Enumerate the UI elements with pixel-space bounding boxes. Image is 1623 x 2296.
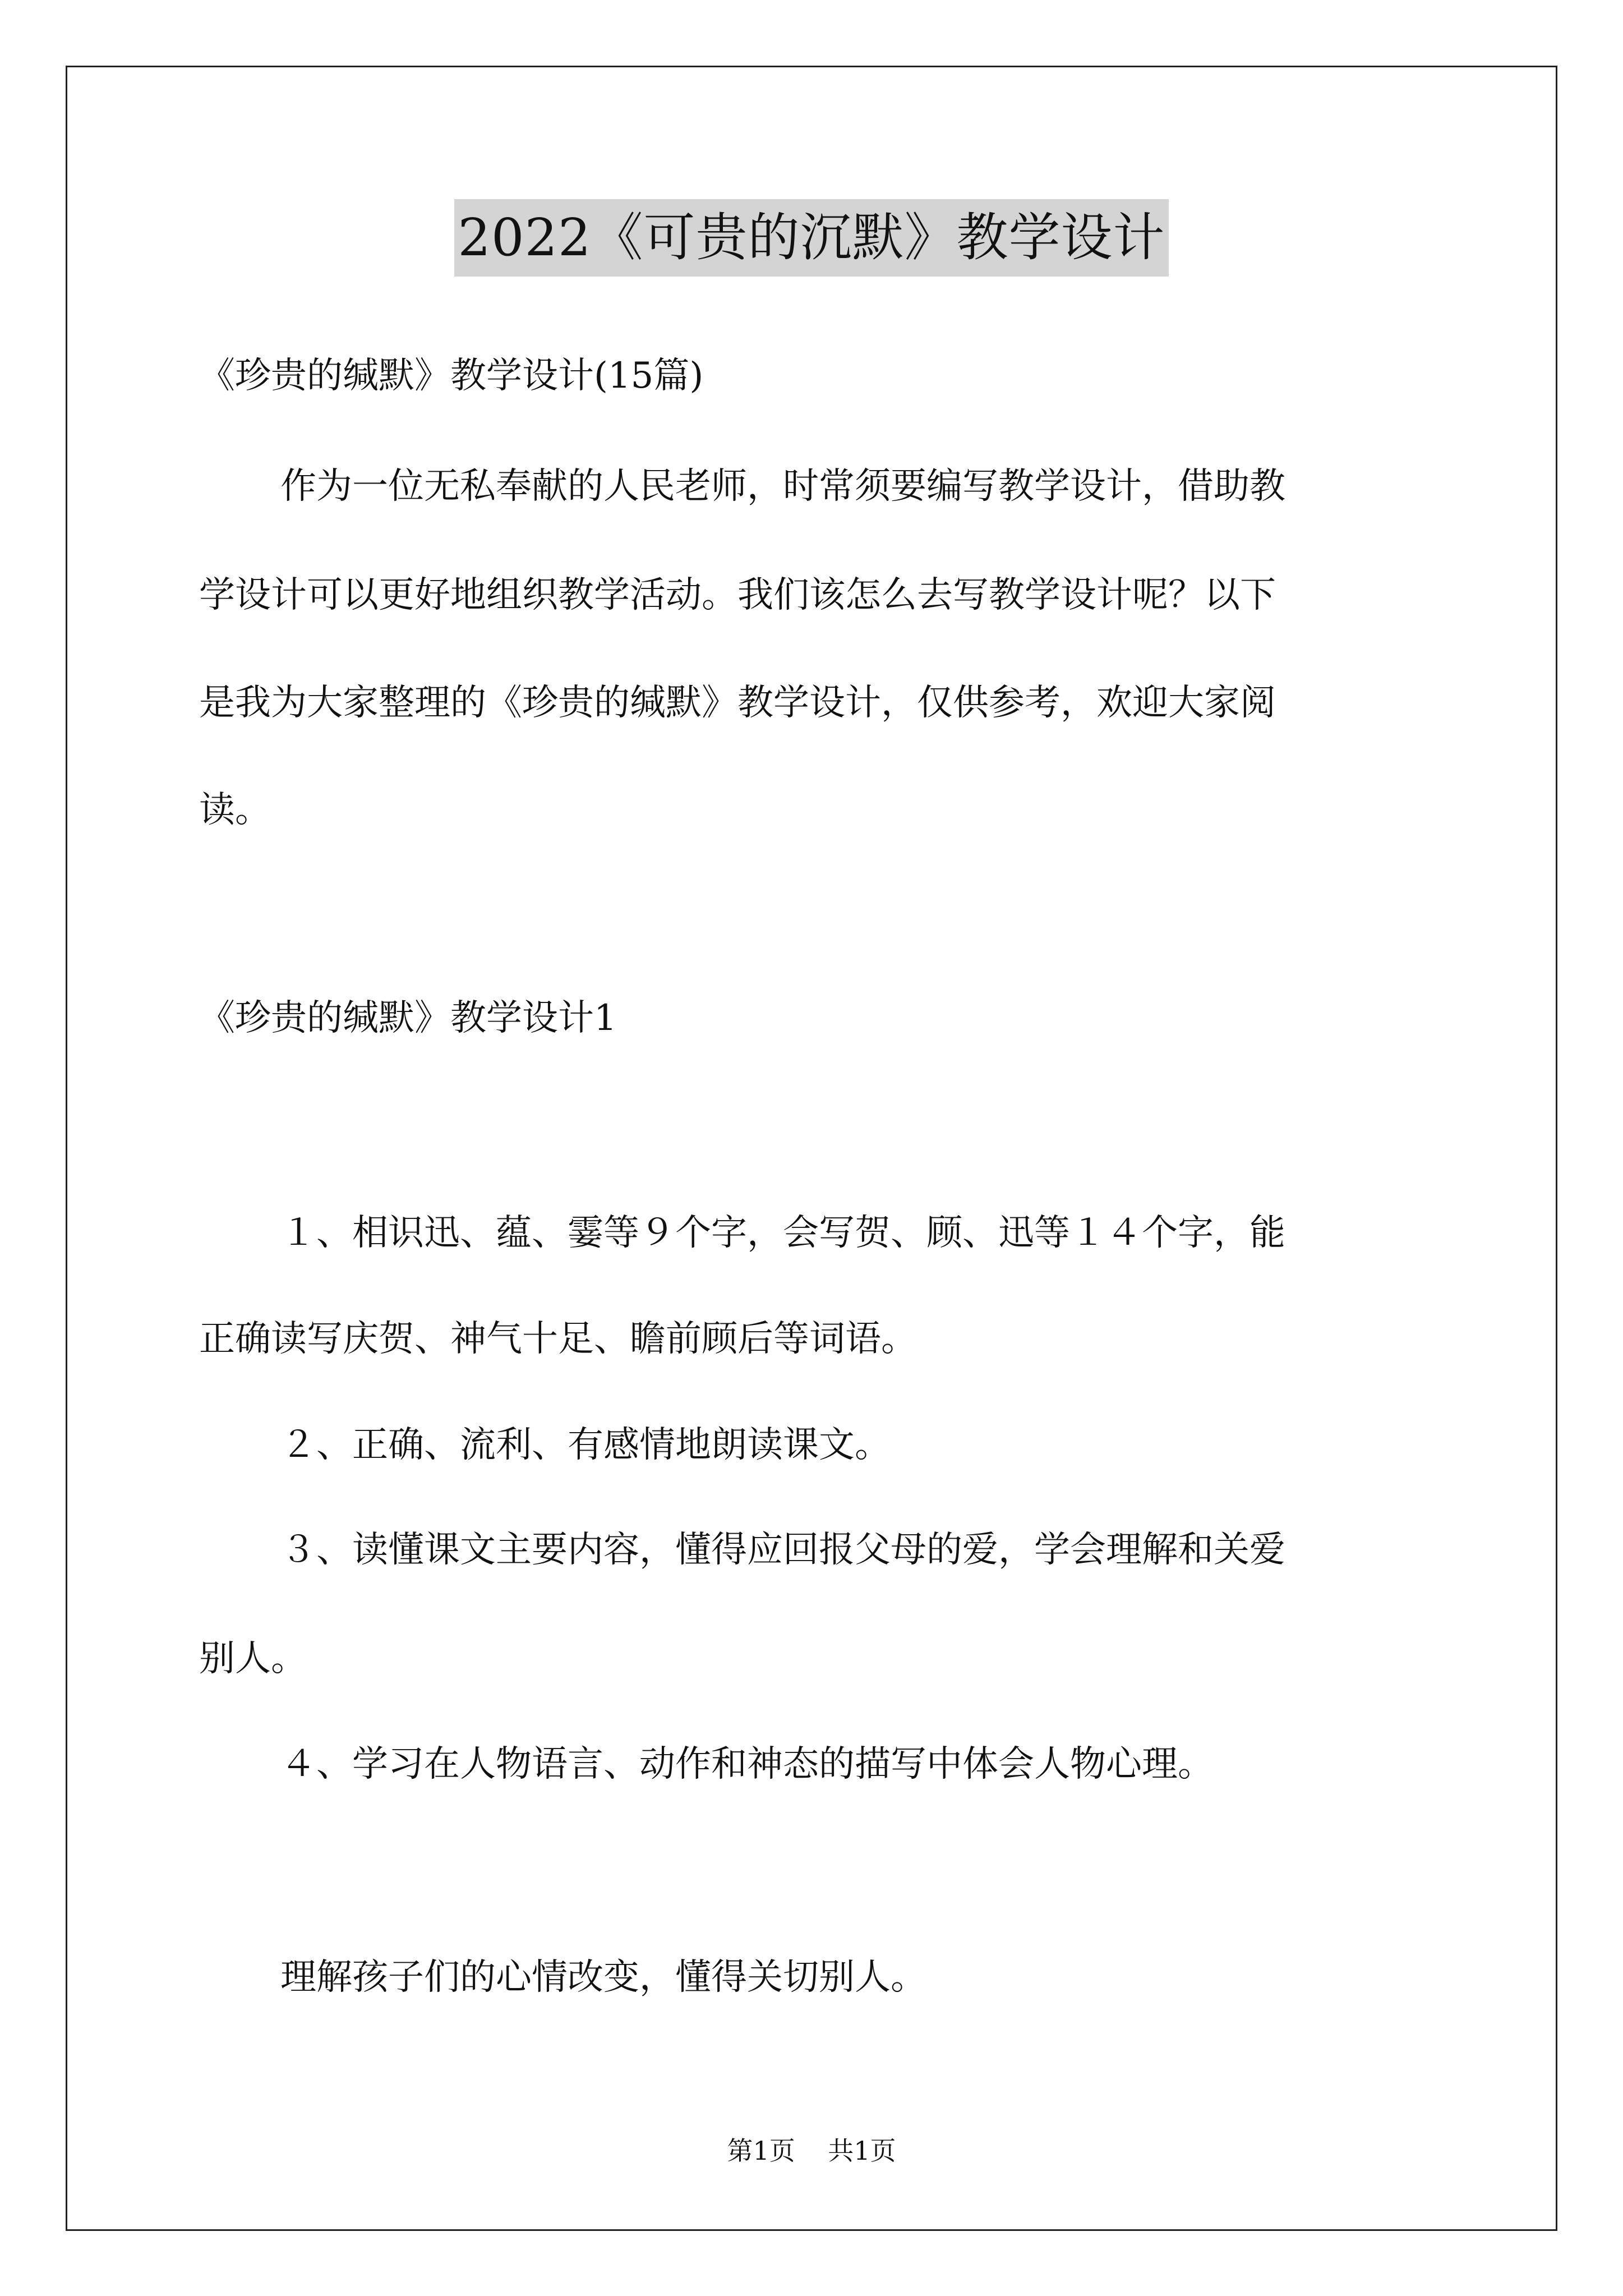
intro-line: 作为一位无私奉献的人民老师，时常须要编写教学设计，借助教 [280, 466, 1285, 507]
document-subtitle: 《珍贵的缄默》教学设计(15篇) [199, 355, 704, 397]
objective-line: １、相识迅、蕴、霎等９个字，会写贺、顾、迅等１４个字，能 [280, 1212, 1285, 1254]
objective-line: ４、学习在人物语言、动作和神态的描写中体会人物心理。 [280, 1743, 1214, 1785]
objective-line: 别人。 [199, 1638, 307, 1680]
closing-line: 理解孩子们的心情改变，懂得关切别人。 [280, 1957, 926, 1998]
document-title: 2022《可贵的沉默》教学设计 [454, 199, 1168, 277]
objective-line: ３、读懂课文主要内容，懂得应回报父母的爱，学会理解和关爱 [280, 1529, 1285, 1571]
objective-line: ２、正确、流利、有感情地朗读课文。 [280, 1424, 891, 1466]
page-footer: 第1页 共1页 [727, 2136, 896, 2166]
intro-line: 学设计可以更好地组织教学活动。我们该怎么去写教学设计呢？以下 [199, 574, 1276, 616]
intro-line: 读。 [199, 789, 271, 831]
intro-line: 是我为大家整理的《珍贵的缄默》教学设计，仅供参考，欢迎大家阅 [199, 682, 1276, 724]
title-container [0, 199, 1623, 277]
section-heading: 《珍贵的缄默》教学设计1 [199, 997, 617, 1039]
objective-line: 正确读写庆贺、神气十足、瞻前顾后等词语。 [199, 1318, 917, 1360]
